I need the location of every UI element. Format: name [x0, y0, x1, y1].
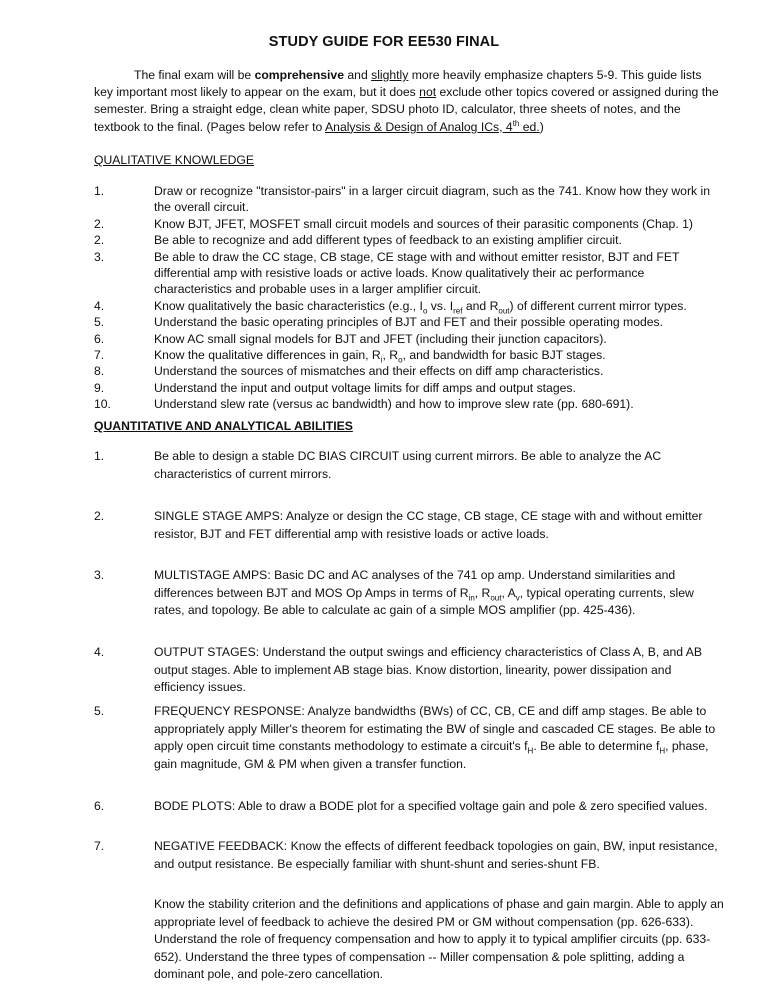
list-item: [94, 396, 724, 412]
subscript: in: [468, 593, 475, 603]
subscript: ref: [453, 306, 463, 316]
item-text: Understand the basic operating principles of BJT and FET and their possible operating modes.: [154, 315, 664, 330]
intro-text: more heavily emphasize chapters 5-9. This guide lists key important most likely to appear on the exam, but it does: [94, 68, 702, 100]
item-text: Know AC small signal models for BJT and JFET (including their junction capacitors).: [154, 331, 607, 346]
item-text: SINGLE STAGE AMPS: Analyze or design the CC stage, CB stage, CE stage with and without emitter resistor, BJT and FET differential amp with resistive loads or active loads.: [154, 509, 703, 541]
item-number: 6.: [94, 331, 105, 346]
list-item: [94, 508, 724, 543]
item-text: Understand the input and output voltage limits for diff amps and output stages.: [154, 380, 576, 395]
item-number: 5.: [94, 704, 105, 718]
item-text-part: vs. I: [427, 298, 454, 313]
item-text: [154, 298, 724, 314]
list-item: [94, 567, 724, 620]
item-text: [154, 567, 724, 620]
item-text: Draw or recognize "transistor-pairs" in a larger circuit diagram, such as the 741. Know how they work in the overall circuit.: [154, 184, 710, 215]
subscript: out: [490, 593, 502, 603]
item-number: 5.: [94, 315, 105, 330]
subscript: out: [498, 306, 510, 316]
item-text-part: , A: [501, 585, 516, 600]
item-number: 1.: [94, 184, 105, 198]
item-text-part: , typical operating currents, slew rates, and topology. Be able to calculate ac gain of a simple MOS amplifier (pp. 425-436).: [154, 585, 694, 618]
item-text-part: , R: [382, 348, 399, 363]
item-text-part: , and bandwidth for basic BJT stages.: [402, 348, 606, 363]
item-number: 3.: [94, 568, 105, 582]
subscript: o: [398, 355, 403, 365]
item-text-part: FREQUENCY RESPONSE: Analyze bandwidths (BWs) of CC, CB, CE and diff amp stages. Be able to appropriately apply Miller's theorem for estimating the BW of single and cascaded CE stages. Be able to apply open circuit time constants methodology to estimate a circuit's f: [154, 704, 716, 754]
item-number: 8.: [94, 364, 105, 379]
item-number: 10.: [94, 397, 111, 412]
list-item: [94, 331, 724, 347]
item-number: 7.: [94, 348, 105, 363]
list-item: [94, 298, 724, 314]
page-title: STUDY GUIDE FOR EE530 FINAL: [268, 34, 500, 50]
item-number: 4.: [94, 298, 105, 313]
item-number: 9.: [94, 380, 105, 395]
item-text: Be able to draw the CC stage, CB stage, CE stage with and without emitter resistor, BJT and FET differential amp with resistive loads or active loads. Know qualitatively their ac performance characteristics and probable uses in a larger amplifier circuit.: [154, 249, 680, 297]
list-item: [94, 448, 724, 483]
subscript: v: [515, 593, 520, 603]
list-item: [94, 644, 724, 697]
item-text: [154, 347, 724, 363]
textbook-edition-sup: th: [512, 118, 520, 128]
item-number: 3.: [94, 249, 105, 264]
list-item: [94, 798, 724, 816]
item-text-part: , phase, gain magnitude, GM & PM when given a transfer function.: [154, 739, 709, 771]
item-text-part: . Be able to determine f: [533, 739, 660, 754]
item-text: Understand the sources of mismatches and their effects on diff amp characteristics.: [154, 364, 604, 379]
intro-text: and: [344, 68, 372, 82]
item-text: Understand slew rate (versus ac bandwidth) and how to improve slew rate (pp. 680-691).: [154, 397, 634, 412]
item-text: OUTPUT STAGES: Understand the output swings and efficiency characteristics of Class A, B, and AB output stages. Able to implement AB stage bias. Know distortion, linearity, power dissipation and efficiency issues.: [154, 645, 703, 695]
item-text: Know the stability criterion and the definitions and applications of phase and gain margin. Able to apply an appropriate level of feedback to achieve the desired PM or GM without compensation (pp. 626-633). Understand the role of frequency compensation and how to apply it to typical amplifier circuits (pp. 633-652). Understand the three types of compensation -- Miller compensation & pole splitting, adding a dominant pole, and pole-zero cancellation.: [154, 897, 724, 982]
intro-text: exclude other topics covered or assigned during the semester. Bring a straight edge, clean white paper, SDSU photo ID, calculator, three sheets of notes, and the textbook to the final. (Pages below refer to: [94, 85, 719, 134]
list-item: [94, 216, 724, 232]
list-item: [94, 703, 724, 773]
item-text: BODE PLOTS: Able to draw a BODE plot for a specified voltage gain and pole & zero specified values.: [154, 799, 708, 813]
subscript: H: [527, 746, 534, 756]
item-text: Be able to recognize and add different types of feedback to an existing amplifier circuit.: [154, 233, 622, 248]
list-item: [94, 347, 724, 363]
list-item: [94, 232, 724, 248]
item-text-part: , R: [474, 585, 491, 600]
intro-bold-comprehensive: comprehensive: [254, 68, 344, 82]
textbook-edition-text: ed.: [519, 119, 540, 134]
item-number: 7.: [94, 839, 105, 853]
list-item: [94, 380, 724, 396]
item-number: 2.: [94, 216, 105, 231]
intro-text: ): [539, 119, 544, 134]
item-number: 2.: [94, 233, 105, 248]
intro-underline-slightly: slightly: [371, 68, 409, 82]
list-item: [94, 363, 724, 379]
item-number: [94, 896, 154, 984]
item-text-part: Know the qualitative differences in gain, R: [154, 348, 381, 363]
item-number: 2.: [94, 509, 105, 523]
subscript: o: [422, 306, 428, 316]
list-item: [94, 314, 724, 330]
item-number: 1.: [94, 449, 105, 463]
textbook-title: [325, 120, 540, 134]
subscript: i: [380, 355, 383, 365]
intro-paragraph: [94, 67, 722, 136]
item-text-part: MULTISTAGE AMPS: Basic DC and AC analyses of the 741 op amp. Understand similarities and differences between BJT and MOS Op Amps in terms of R: [154, 568, 676, 600]
item-text: [154, 703, 724, 773]
item-text-part: Know qualitatively the basic characteristics (e.g., I: [154, 298, 423, 313]
item-text: NEGATIVE FEEDBACK: Know the effects of different feedback topologies on gain, BW, input resistance, and output resistance. Be especially familiar with shunt-shunt and series-shunt FB.: [154, 839, 718, 871]
qualitative-list: [94, 183, 724, 413]
list-item: [94, 896, 724, 984]
subscript: H: [659, 746, 666, 756]
item-text: Be able to design a stable DC BIAS CIRCUIT using current mirrors. Be able to analyze the AC characteristics of current mirrors.: [154, 449, 662, 481]
qualitative-heading: QUALITATIVE KNOWLEDGE: [94, 153, 255, 167]
item-text-part: and R: [462, 298, 499, 313]
list-item: [94, 249, 724, 298]
quantitative-heading: QUANTITATIVE AND ANALYTICAL ABILITIES: [94, 419, 353, 433]
item-text-part: ) of different current mirror types.: [509, 298, 687, 313]
list-item: [94, 183, 724, 216]
intro-underline-not: not: [419, 85, 437, 100]
item-number: 6.: [94, 799, 105, 813]
textbook-title-text: Analysis & Design of Analog ICs, 4: [325, 119, 513, 134]
item-text: Know BJT, JFET, MOSFET small circuit models and sources of their parasitic components (Chap. 1): [154, 216, 693, 231]
item-number: 4.: [94, 645, 105, 659]
list-item: [94, 838, 724, 873]
intro-text: The final exam will be: [134, 68, 255, 82]
